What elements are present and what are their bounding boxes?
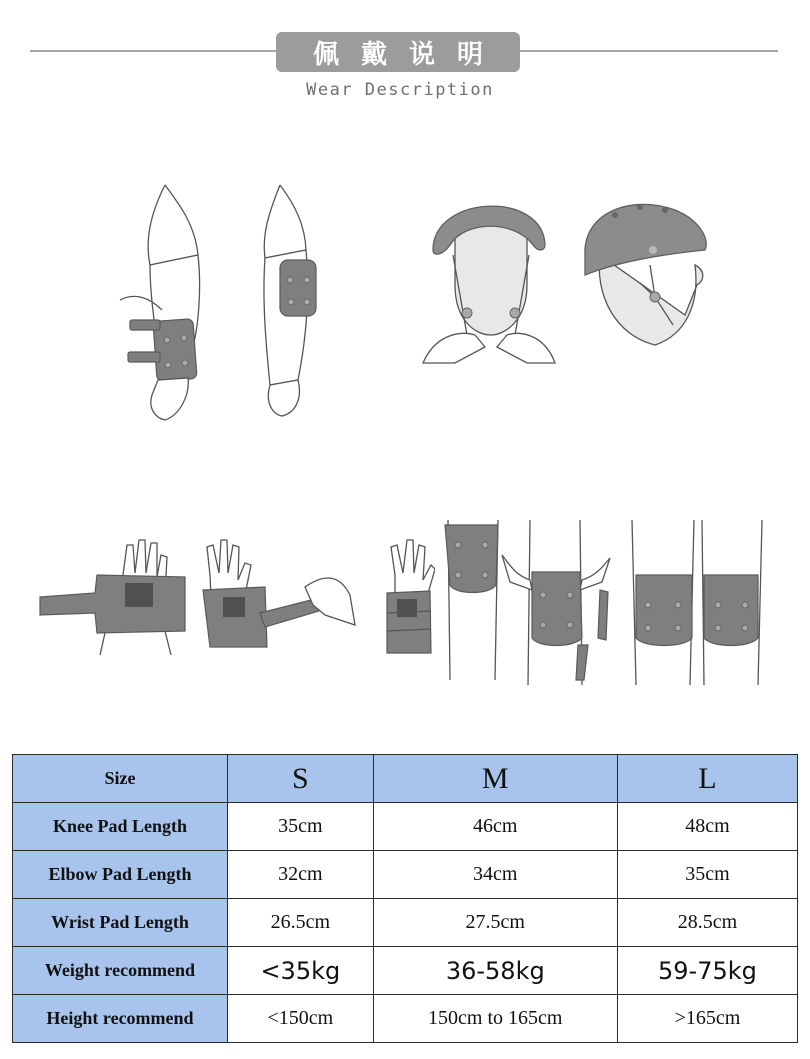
row-label-height: Height recommend (13, 995, 228, 1043)
page-subtitle: Wear Description (306, 80, 494, 100)
size-header-label: Size (13, 755, 228, 803)
table-row (13, 851, 798, 899)
table-cell: 35cm (617, 851, 797, 899)
table-row (13, 947, 798, 995)
row-label-knee-pad: Knee Pad Length (13, 803, 228, 851)
table-cell: 150cm to 165cm (373, 995, 617, 1043)
size-chart-table (12, 754, 798, 1043)
table-cell: 26.5cm (228, 899, 374, 947)
table-row (13, 899, 798, 947)
table-row (13, 995, 798, 1043)
row-label-weight: Weight recommend (13, 947, 228, 995)
table-cell: 34cm (373, 851, 617, 899)
size-column-s: S (228, 755, 374, 803)
table-cell: 46cm (373, 803, 617, 851)
table-cell: 59-75kg (617, 947, 797, 995)
header-rule-left (30, 50, 278, 52)
header-rule-right (518, 50, 778, 52)
helmet-illustration (415, 185, 725, 365)
size-column-l: L (617, 755, 797, 803)
elbow-pad-illustration (110, 180, 340, 430)
table-cell: 27.5cm (373, 899, 617, 947)
table-cell: <150cm (228, 995, 374, 1043)
table-cell: 48cm (617, 803, 797, 851)
knee-pad-illustration (440, 520, 770, 685)
table-cell: 32cm (228, 851, 374, 899)
page-title: 佩戴说明 (276, 32, 520, 72)
table-row (13, 803, 798, 851)
table-header-row (13, 755, 798, 803)
size-column-m: M (373, 755, 617, 803)
row-label-wrist-pad: Wrist Pad Length (13, 899, 228, 947)
table-cell: 36-58kg (373, 947, 617, 995)
row-label-elbow-pad: Elbow Pad Length (13, 851, 228, 899)
table-cell: 35cm (228, 803, 374, 851)
table-cell: >165cm (617, 995, 797, 1043)
table-cell: 28.5cm (617, 899, 797, 947)
wrist-guard-illustration (35, 535, 435, 670)
table-cell: <35kg (228, 947, 374, 995)
